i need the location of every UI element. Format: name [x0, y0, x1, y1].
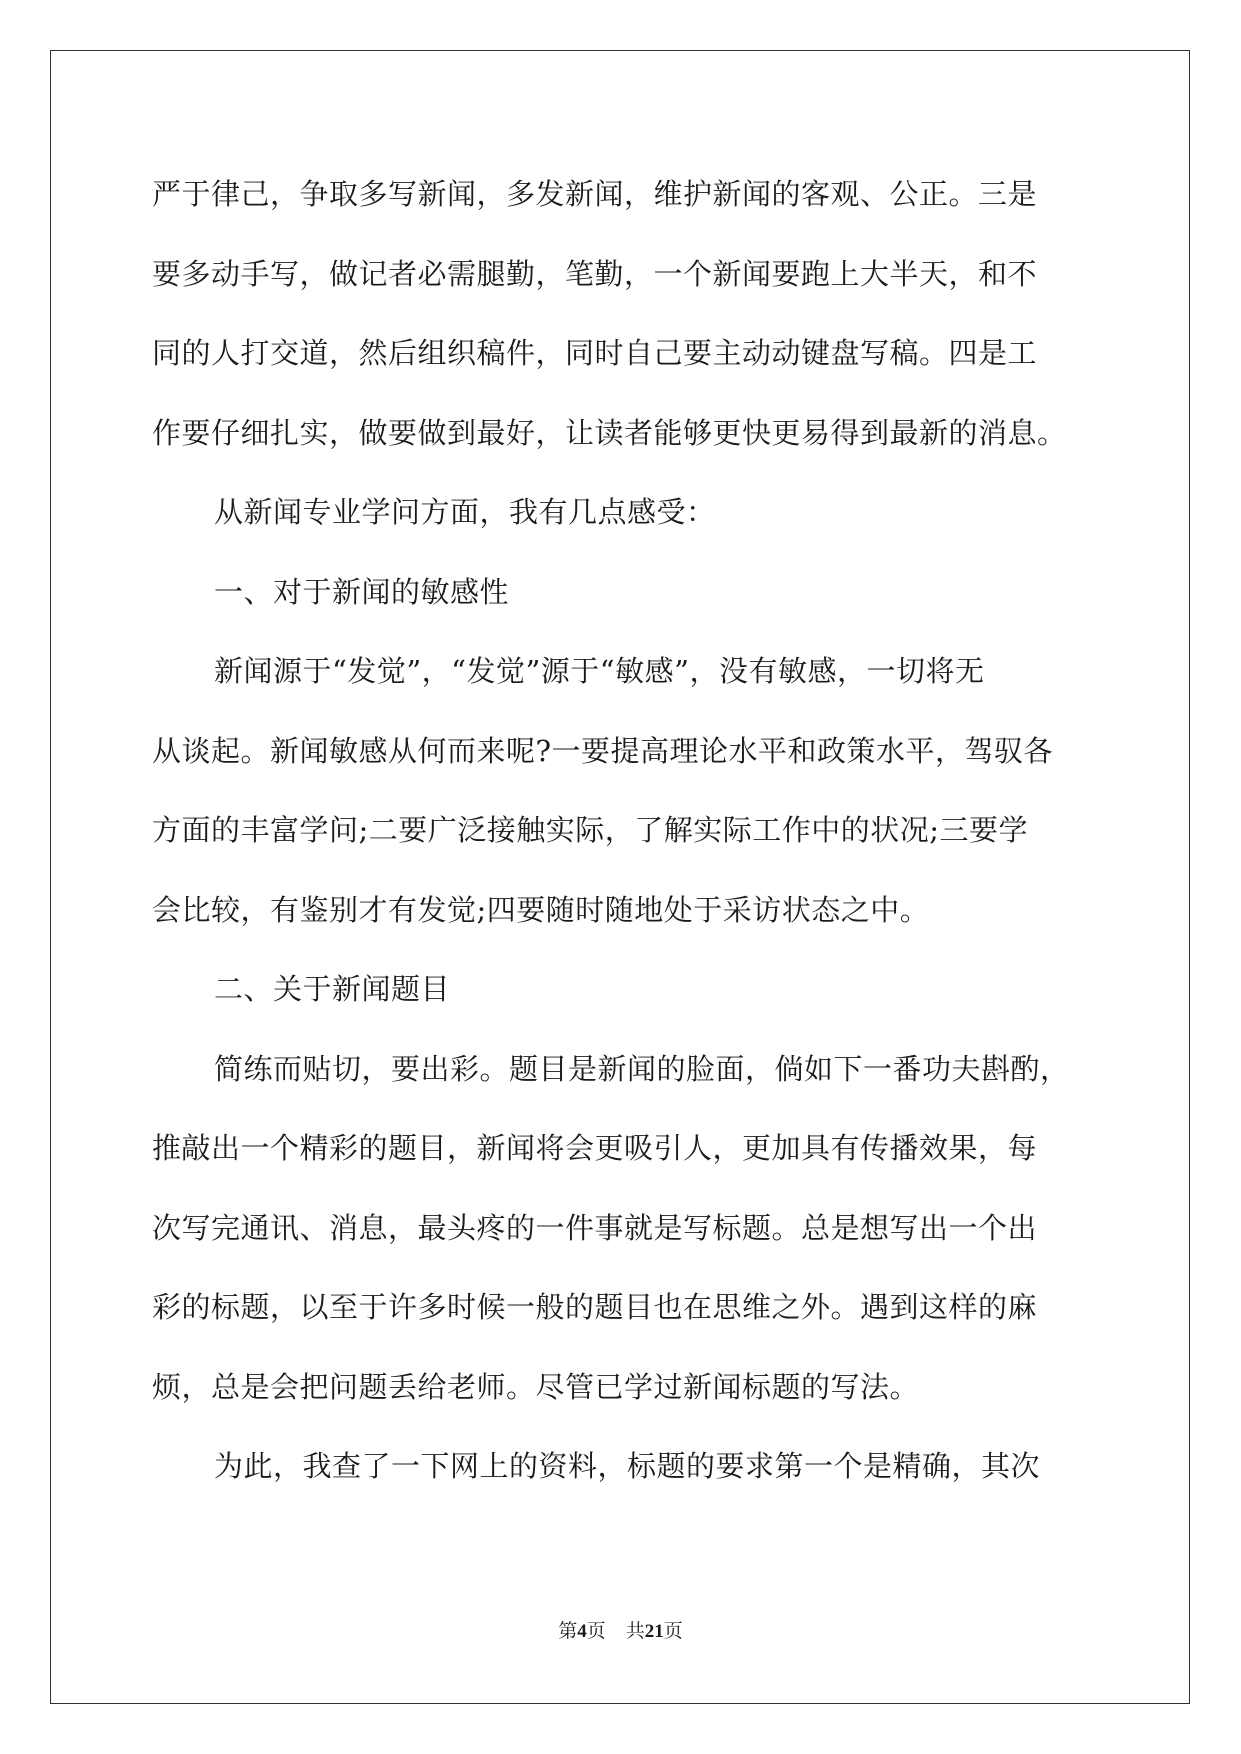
paragraph-line: 新闻源于“发觉”，“发觉”源于“敏感”，没有敏感，一切将无 — [214, 654, 985, 688]
paragraph-line: 为此，我查了一下网上的资料，标题的要求第一个是精确，其次 — [214, 1449, 1041, 1483]
section-heading: 二、关于新闻题目 — [214, 972, 451, 1006]
paragraph-line: 简练而贴切，要出彩。题目是新闻的脸面，倘如下一番功夫斟酌， — [214, 1051, 1070, 1086]
paragraph-line: 要多动手写，做记者必需腿勤，笔勤，一个新闻要跑上大半天，和不 — [152, 256, 1038, 291]
paragraph-line: 彩的标题，以至于许多时候一般的题目也在思维之外。遇到这样的麻 — [152, 1290, 1038, 1324]
page-footer — [0, 1616, 1241, 1643]
paragraph-line: 推敲出一个精彩的题目，新闻将会更吸引人，更加具有传播效果，每 — [152, 1131, 1038, 1165]
paragraph-line: 方面的丰富学问;二要广泛接触实际，了解实际工作中的状况;三要学 — [152, 813, 1029, 847]
document-body — [152, 155, 1092, 1507]
section-heading: 一、对于新闻的敏感性 — [214, 574, 510, 609]
paragraph-line: 会比较，有鉴别才有发觉;四要随时随地处于采访状态之中。 — [152, 892, 930, 927]
total-suffix: 页 — [663, 1621, 683, 1642]
page-suffix: 页 — [586, 1621, 606, 1642]
total-prefix: 共 — [625, 1621, 645, 1642]
paragraph-line: 次写完通讯、消息，最头疼的一件事就是写标题。总是想写出一个出 — [152, 1210, 1038, 1245]
paragraph-line: 从谈起。新闻敏感从何而来呢?一要提高理论水平和政策水平，驾驭各 — [152, 733, 1054, 768]
page-number: 4 — [577, 1621, 587, 1642]
paragraph-line: 严于律己，争取多写新闻，多发新闻，维护新闻的客观、公正。三是 — [152, 177, 1038, 211]
paragraph-line: 从新闻专业学问方面，我有几点感受： — [214, 495, 716, 529]
page-prefix: 第 — [558, 1621, 578, 1642]
paragraph-line: 烦，总是会把问题丢给老师。尽管已学过新闻标题的写法。 — [152, 1369, 920, 1404]
paragraph-line: 作要仔细扎实，做要做到最好，让读者能够更快更易得到最新的消息。 — [152, 415, 1067, 450]
paragraph-line: 同的人打交道，然后组织稿件，同时自己要主动动键盘写稿。四是工 — [152, 336, 1038, 370]
total-pages: 21 — [644, 1621, 664, 1642]
